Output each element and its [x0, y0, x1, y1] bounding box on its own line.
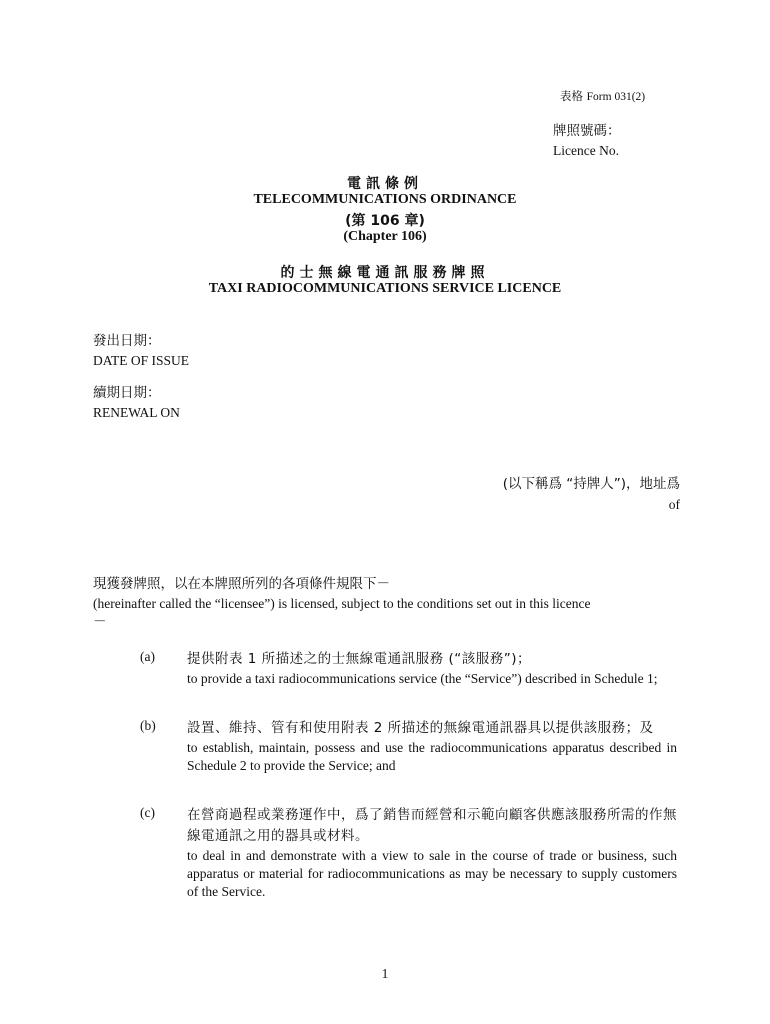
form-label-zh: 表格: [560, 89, 583, 103]
item-label: (b): [140, 718, 156, 733]
licensee-address-of: of: [668, 497, 680, 512]
chapter-zh: (第 106 章): [345, 213, 425, 229]
licence-number-label-zh: 牌照號碼：: [553, 123, 621, 139]
licence-number-label-en: Licence No.: [553, 143, 619, 158]
item-label: (c): [140, 805, 155, 820]
item-text-zh: 設置、維持、管有和使用附表 2 所描述的無線電通訊器具以提供該服務；及: [187, 720, 654, 736]
licence-number-block: [553, 121, 621, 161]
item-text-en: to establish, maintain, possess and use the radiocommunications apparatus described in Schedule 2 to provide the Service; and: [187, 740, 677, 773]
intro-zh: 現獲發牌照，以在本牌照所列的各項條件規限下－: [93, 576, 390, 592]
licence-title-zh: 的士無線電通訊服務牌照: [280, 265, 490, 281]
licensee-designation-zh: (以下稱爲 “持牌人”)，地址爲: [502, 476, 680, 492]
item-text-zh: 在營商過程或業務運作中，爲了銷售而經營和示範向顧客供應該服務所需的作無線電通訊之用的器具或材料。: [187, 807, 677, 844]
licence-intro: [93, 575, 683, 632]
renewal-label-zh: 續期日期：: [93, 385, 161, 401]
renewal-field: [93, 384, 180, 422]
page-number: 1: [381, 966, 389, 981]
date-of-issue-label-en: DATE OF ISSUE: [93, 353, 190, 368]
item-text-en: to provide a taxi radiocommunications service (the “Service”) described in Schedule 1;: [187, 671, 658, 686]
form-number: [560, 88, 645, 104]
date-of-issue-field: [93, 332, 189, 370]
ordinance-title-zh: 電訊條例: [347, 176, 423, 192]
form-label-en: Form 031(2): [586, 91, 646, 103]
ordinance-title-en: TELECOMMUNICATIONS ORDINANCE: [253, 192, 517, 207]
item-text-zh: 提供附表 1 所描述之的士無線電通訊服務 (“該服務”)；: [187, 651, 531, 667]
licence-title-en: TAXI RADIOCOMMUNICATIONS SERVICE LICENCE: [208, 281, 562, 296]
intro-dash: －: [93, 614, 107, 630]
intro-en: (hereinafter called the “licensee”) is licensed, subject to the conditions set out in this licence: [93, 596, 591, 611]
chapter-en: (Chapter 106): [343, 229, 427, 244]
item-label: (a): [140, 649, 155, 664]
item-text-en: to deal in and demonstrate with a view to sale in the course of trade or business, such apparatus or material for radiocommunications as may be necessary to supply customers of the Service.: [187, 848, 677, 899]
renewal-label-en: RENEWAL ON: [93, 405, 180, 420]
date-of-issue-label-zh: 發出日期：: [93, 333, 161, 349]
